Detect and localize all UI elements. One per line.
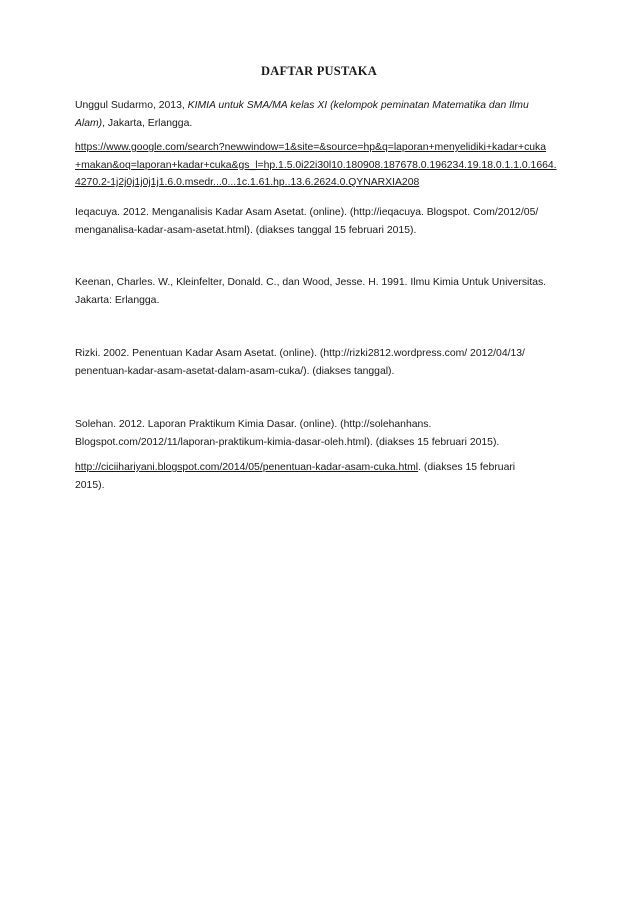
reference-rizki bbox=[75, 345, 575, 380]
reference-google-link[interactable] bbox=[75, 139, 575, 192]
reference-line: menganalisa-kadar-asam-asetat.html). (diakses tanggal 15 februari 2015). bbox=[75, 224, 417, 236]
reference-line bbox=[75, 97, 575, 115]
reference-ieqacuya bbox=[75, 204, 575, 239]
link-line[interactable]: 4270.2-1j2j0j1j0j1j1.6.0.msedr...0...1c.1.61.hp..13.6.2624.0.QYNARXIA208 bbox=[75, 177, 420, 188]
reference-line: Blogspot.com/2012/11/laporan-praktikum-kimia-dasar-oleh.html). (diakses 15 februari 2015). bbox=[75, 436, 500, 448]
reference-keenan bbox=[75, 274, 575, 309]
link-line[interactable]: +makan&oq=laporan+kadar+cuka&gs_l=hp.1.5.0i22i30l10.180908.187678.0.196234.19.18.0.1.1.0.1664. bbox=[75, 159, 557, 171]
reference-line: Solehan. 2012. Laporan Praktikum Kimia Dasar. (online). (http://solehanhans. bbox=[75, 419, 432, 430]
reference-line: Rizki. 2002. Penentuan Kadar Asam Asetat. (online). (http://rizki2812.wordpress.com/ 2012/04/13/ bbox=[75, 348, 525, 359]
reference-text: Unggul Sudarmo, 2013, bbox=[75, 100, 188, 111]
reference-line: Keenan, Charles. W., Kleinfelter, Donald. C., dan Wood, Jesse. H. 1991. Ilmu Kimia Untuk Universitas. bbox=[75, 277, 547, 288]
reference-book-title: KIMIA untuk SMA/MA kelas XI (kelompok peminatan Matematika dan Ilmu bbox=[187, 100, 529, 111]
reference-line bbox=[75, 115, 575, 133]
reference-text: . (diakses 15 februari bbox=[418, 462, 516, 473]
reference-ciciihariyani bbox=[75, 459, 575, 494]
reference-solehan bbox=[75, 416, 575, 451]
reference-sudarmo bbox=[75, 97, 575, 132]
reference-line: Jakarta: Erlangga. bbox=[75, 294, 160, 306]
reference-line: 2015). bbox=[75, 479, 105, 491]
reference-text: , Jakarta, Erlangga. bbox=[102, 117, 193, 129]
reference-line: penentuan-kadar-asam-asetat-dalam-asam-cuka/). (diakses tanggal). bbox=[75, 365, 395, 377]
reference-link[interactable]: http://ciciihariyani.blogspot.com/2014/05/penentuan-kadar-asam-cuka.html bbox=[75, 462, 419, 473]
page-title: DAFTAR PUSTAKA bbox=[261, 64, 377, 78]
reference-line: Ieqacuya. 2012. Menganalisis Kadar Asam Asetat. (online). (http://ieqacuya. Blogspot. Com/2012/05/ bbox=[75, 207, 539, 218]
reference-book-title: Alam) bbox=[75, 117, 103, 129]
reference-line bbox=[75, 459, 575, 477]
link-line[interactable]: https://www.google.com/search?newwindow=1&site=&source=hp&q=laporan+menyelidiki+kadar+cuka bbox=[75, 142, 547, 153]
